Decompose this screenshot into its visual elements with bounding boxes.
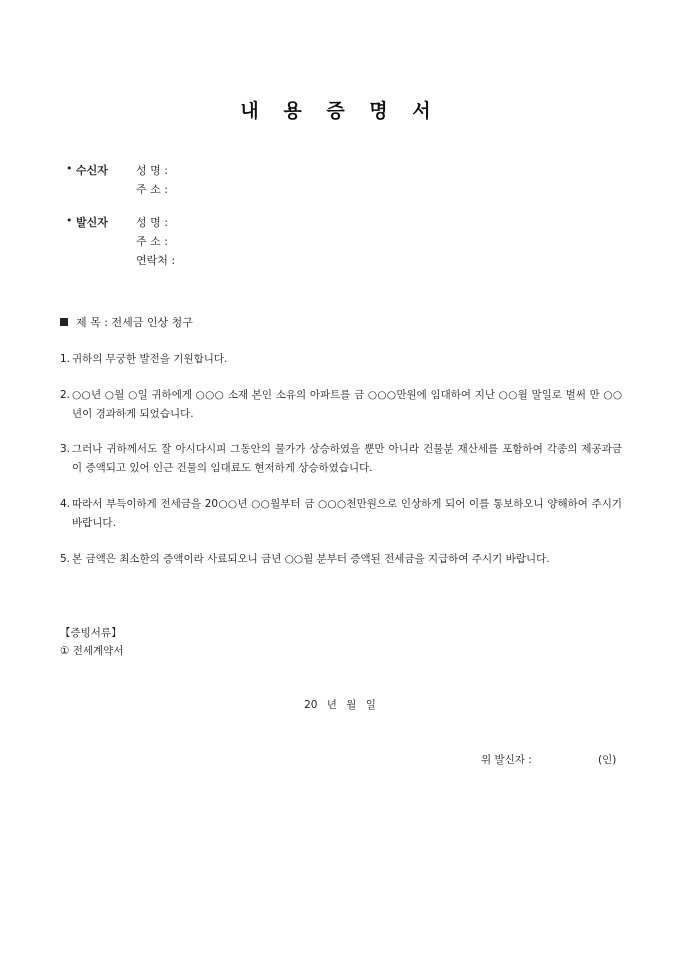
evidence-heading: 【증빙서류】	[60, 627, 122, 639]
sender-label: 발신자	[76, 216, 108, 229]
seal-mark: (인)	[598, 754, 617, 766]
paragraph-number: 2.	[60, 389, 71, 401]
paragraph-text: 그러나 귀하께서도 잘 아시다시피 그동안의 물가가 상승하였을 뿐만 아니라 건물분 재산세를 포함하여 각종의 제공과금이 증액되고 있어 인근 건물의 임대료도 현저하게 상승하였습니다.	[72, 443, 622, 474]
paragraph-text: ○○년 ○월 ○일 귀하에게 ○○○ 소재 본인 소유의 아파트를 금 ○○○만원에 임대하여 지난 ○○월 말일로 벌써 만 ○○년이 경과하게 되었습니다.	[72, 389, 622, 420]
paragraph-5	[60, 550, 622, 569]
recipient-label: 수신자	[76, 164, 108, 177]
paragraph-2	[60, 386, 622, 424]
subject-label: 제 목 :	[76, 316, 108, 329]
paragraph-text: 귀하의 무궁한 발전을 기원합니다.	[72, 353, 228, 365]
bullet-icon: •	[66, 162, 73, 175]
paragraph-number: 3.	[60, 443, 71, 455]
subject-text: 전세금 인상 청구	[111, 316, 193, 329]
paragraph-3	[60, 440, 622, 478]
sender-address-field: 주 소 :	[136, 235, 168, 248]
paragraph-4	[60, 495, 622, 533]
signature-label: 위 발신자 :	[481, 754, 532, 766]
recipient-address-field: 주 소 :	[136, 183, 168, 196]
sender-contact-field: 연락처 :	[136, 254, 176, 267]
subject-line	[60, 314, 193, 330]
paragraph-text: 본 금액은 최소한의 증액이라 사료되오니 금년 ○○월 분부터 증액된 전세금을 지급하여 주시기 바랍니다.	[72, 553, 550, 565]
document-title: 내 용 증 명 서	[240, 100, 440, 122]
square-bullet-icon	[60, 318, 68, 326]
date-line: 20 년 월 일	[304, 699, 376, 711]
signature-line	[481, 752, 617, 767]
paragraph-number: 5.	[60, 553, 71, 565]
paragraph-1	[60, 350, 622, 369]
evidence-item: ① 전세계약서	[60, 645, 124, 657]
bullet-icon: •	[66, 214, 73, 227]
sender-name-field: 성 명 :	[136, 216, 168, 229]
paragraph-number: 4.	[60, 498, 71, 510]
paragraph-number: 1.	[60, 353, 71, 365]
paragraph-text: 따라서 부득이하게 전세금을 20○○년 ○○월부터 금 ○○○천만원으로 인상하게 되어 이를 통보하오니 양해하여 주시기 바랍니다.	[72, 498, 622, 529]
recipient-name-field: 성 명 :	[136, 164, 168, 177]
